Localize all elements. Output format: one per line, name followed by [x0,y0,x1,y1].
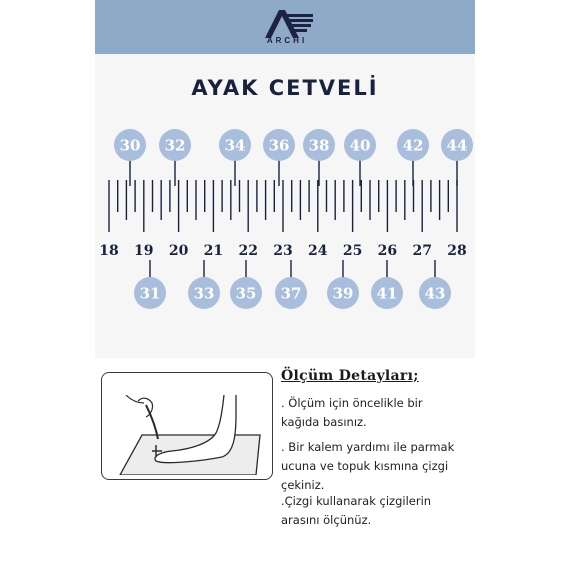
eu-size-bottom-label: 41 [376,284,398,303]
eu-size-bottom-label: 43 [424,284,446,303]
foot-ruler [95,120,475,315]
cm-label: 24 [308,243,328,259]
size-chart-card [95,0,475,570]
eu-size-top-label: 42 [402,136,424,155]
cm-label: 23 [273,243,293,259]
eu-size-top-label: 44 [446,136,468,155]
brand-name: ARCHI [266,36,308,45]
step-3: .Çizgi kullanarak çizgilerin arasını ölçünüz. [281,494,432,527]
illustration-frame [101,372,273,480]
cm-label: 25 [342,243,363,259]
step-1: . Ölçüm için öncelikle bir kağıda basınız. [281,396,423,429]
instructions-section [95,358,475,570]
cm-label: 20 [168,243,189,259]
cm-label: 28 [447,243,467,259]
eu-size-top-label: 38 [308,136,330,155]
eu-size-bottom-label: 35 [235,284,257,303]
eu-size-top-label: 40 [349,136,371,155]
cm-label: 22 [238,243,258,259]
header-banner [95,0,475,54]
eu-size-bottom-label: 37 [280,284,302,303]
cm-label: 27 [412,243,432,259]
eu-size-top-label: 30 [119,136,141,155]
eu-size-top-label: 34 [224,136,246,155]
page-title: AYAK CETVELİ [191,76,379,100]
foot-measuring-illustration-icon [112,395,264,475]
eu-size-bottom-label: 33 [193,284,215,303]
details-title: Ölçüm Detayları; [281,368,419,384]
eu-size-bottom-label: 39 [332,284,354,303]
cm-label: 26 [377,243,398,259]
cm-label: 21 [203,243,224,259]
eu-size-bottom-label: 31 [139,284,161,303]
cm-label: 18 [99,243,119,259]
step-2: . Bir kalem yardımı ile parmak ucuna ve topuk kısmına çizgi çekiniz. [281,440,455,492]
eu-size-top-label: 36 [268,136,290,155]
eu-size-top-label: 32 [164,136,186,155]
cm-label: 19 [134,243,154,259]
